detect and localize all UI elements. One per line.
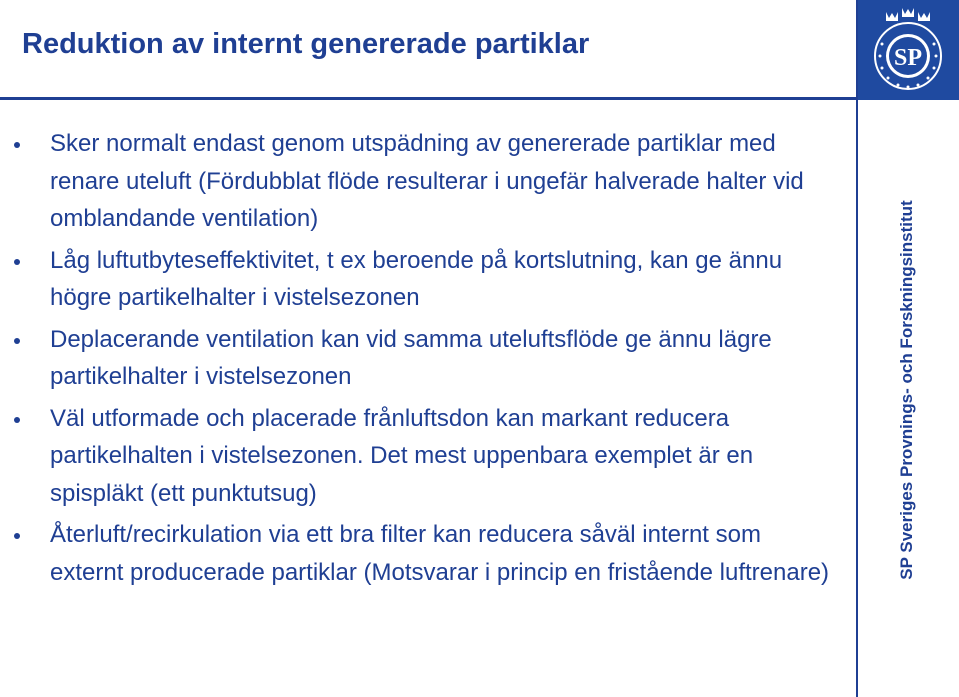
bullet-text: Deplacerande ventilation kan vid samma uteluftsflöde ge ännu lägre partikelhalter i vistelsezonen — [50, 325, 772, 390]
title-divider — [0, 97, 856, 100]
bullet-item — [14, 321, 834, 396]
bullet-text: Återluft/recirkulation via ett bra filter kan reducera såväl internt som externt producerade partiklar (Motsvarar i princip en fristående luftrenare) — [50, 521, 830, 586]
bullet-dot-icon — [14, 417, 20, 423]
slide-title: Reduktion av internt genererade partiklar — [22, 28, 590, 60]
bullet-text: Sker normalt endast genom utspädning av genererade partiklar med renare uteluft (Fördubblat flöde resulterar i ungefär halverade halter vid omblandande ventilation) — [50, 130, 804, 232]
bullet-item — [14, 125, 834, 238]
bullet-list — [14, 125, 834, 595]
bullet-dot-icon — [14, 338, 20, 344]
bullet-item — [14, 400, 834, 513]
bullet-dot-icon — [14, 259, 20, 265]
bullet-item — [14, 242, 834, 317]
bullet-dot-icon — [14, 142, 20, 148]
bullet-text: Väl utformade och placerade frånluftsdon kan markant reducera partikelhalten i vistelsezonen. Det mest uppenbara exemplet är en spispläkt (ett punktutsug) — [50, 404, 754, 507]
bullet-item — [14, 516, 834, 591]
organization-name: SP Sveriges Provnings- och Forskningsinstitut — [897, 200, 916, 580]
sp-logo — [858, 0, 959, 100]
sp-logo-icon — [858, 0, 959, 100]
bullet-dot-icon — [14, 533, 20, 539]
bullet-text: Låg luftutbyteseffektivitet, t ex beroende på kortslutning, kan ge ännu högre partikelhalter i vistelsezonen — [50, 246, 783, 311]
svg-text:SP: SP — [893, 45, 923, 71]
